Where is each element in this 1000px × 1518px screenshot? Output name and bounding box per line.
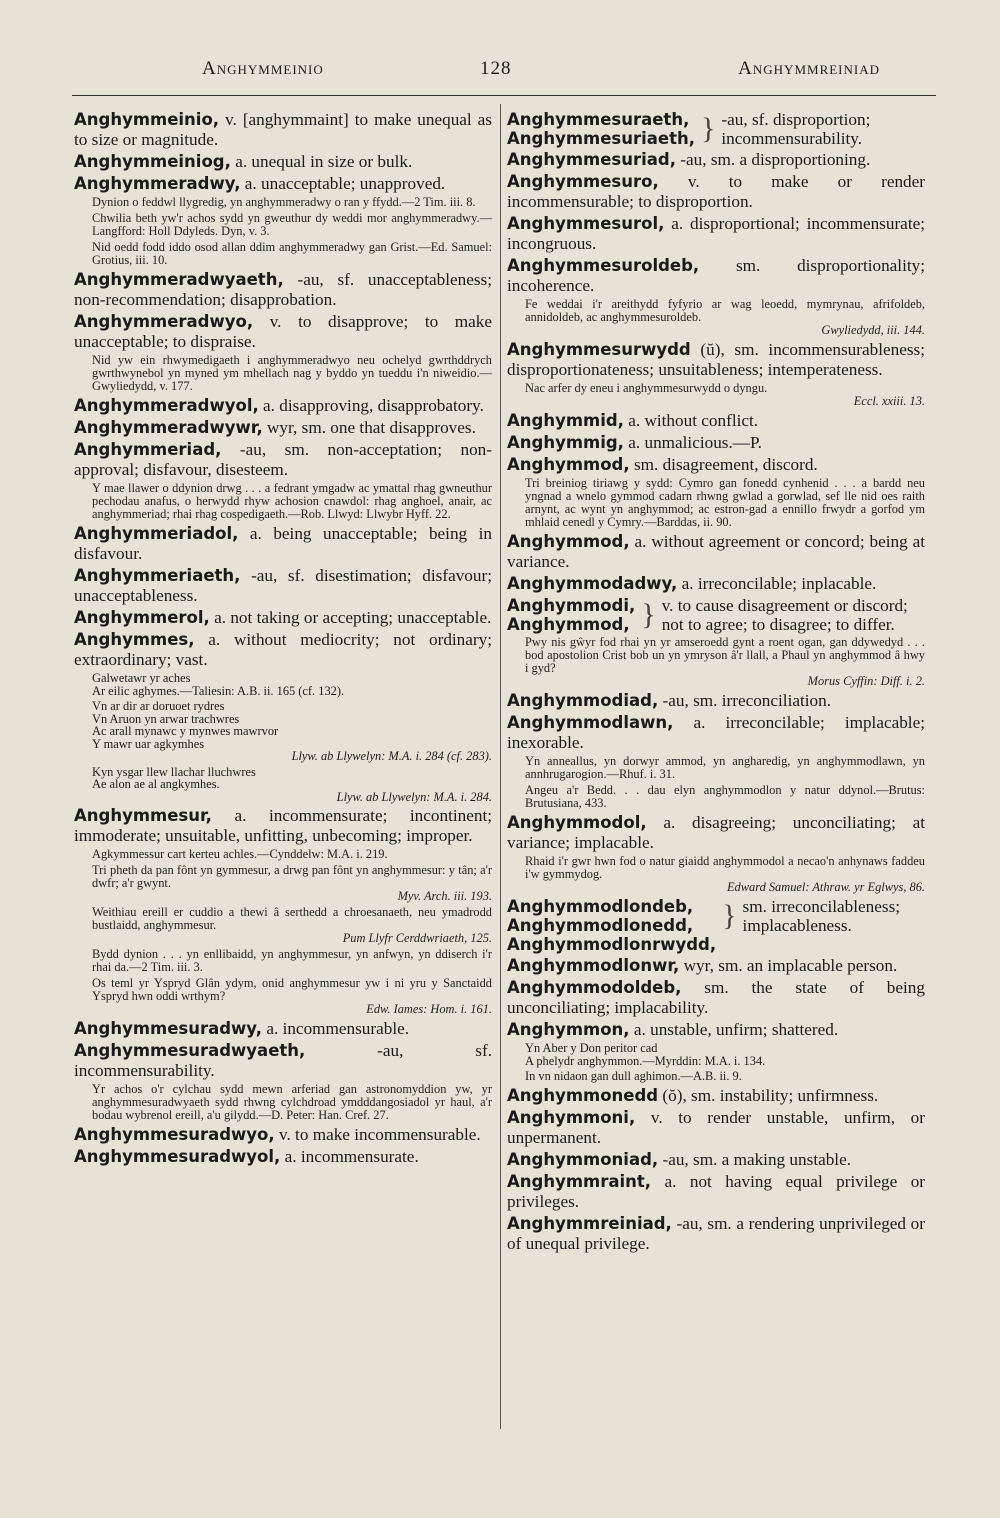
citation-verse <box>507 1070 925 1083</box>
headword: Anghymmod, <box>507 532 630 551</box>
definition: -au, sm. a disproportioning. <box>680 150 871 169</box>
definition: a. not taking or accepting; unacceptable. <box>214 608 492 627</box>
definition: (ŏ), sm. instability; unfirmness. <box>662 1085 879 1105</box>
dictionary-entry <box>74 110 492 150</box>
citation-text: Agkymmessur cart kerteu achles.—Cynddelw: M.A. i. 219. <box>92 847 388 861</box>
definition: -au, sm. irreconciliation. <box>662 691 832 710</box>
dictionary-entry <box>74 396 492 416</box>
dictionary-entry <box>507 1086 925 1106</box>
definition: a. incommensurate. <box>284 1147 419 1166</box>
running-head-left: Anghymmeinio <box>202 58 324 79</box>
definition: wyr, sm. one that disapproves. <box>267 418 476 437</box>
headword: Anghymmeradwyo, <box>74 312 254 331</box>
headword-group <box>507 596 635 634</box>
dictionary-entry <box>74 152 492 172</box>
verse-line: Yn Aber y Don peritor cad <box>525 1041 658 1055</box>
dictionary-entry <box>507 1172 925 1212</box>
dictionary-entry <box>507 150 925 170</box>
dictionary-entry <box>74 270 492 310</box>
citation-quote <box>74 196 492 209</box>
citation-text: Y mae llawer o ddynion drwg . . . a fedrant ymgadw ac ymattal rhag gwneuthur pechodau anafus, o herwydd rhyw achosion cnawdol: rhag anghoel, anair, ac anghymmeriad; rhai rhag cospedigaeth.—Rob. Llwyd: Llwybr Hyff. 22. <box>92 481 492 521</box>
headword: Anghymmesuradwyol, <box>74 1147 281 1166</box>
citation-verse <box>74 700 492 763</box>
headword: Anghymmodlonedd, <box>507 916 694 935</box>
definition: v. to disapprove; to make unacceptable; to dispraise. <box>74 312 493 351</box>
headword: Anghymmodoldeb, <box>507 978 682 997</box>
header-rule <box>72 95 936 96</box>
definition: a. irreconcilable; inplacable. <box>681 574 877 593</box>
citation-quote <box>74 864 492 903</box>
verse-line: Y mawr uar agkymhes <box>92 736 205 751</box>
headword: Anghymmid, <box>507 411 624 430</box>
dictionary-entry <box>507 813 925 853</box>
dictionary-entry <box>507 411 925 431</box>
verse-line: Ae alon ae al angkymhes. <box>92 777 220 791</box>
dictionary-entry <box>74 608 492 628</box>
citation-verse <box>74 766 492 804</box>
dictionary-entry <box>74 524 492 564</box>
headword: Anghymmreiniad, <box>507 1213 672 1233</box>
headword: Anghymmesuradwyaeth, <box>74 1041 306 1060</box>
citation-text: Fe weddai i'r areithydd fyfyrio ar wag leoedd, mymrynau, afrifoldeb, annidoldeb, ac anghymmesuroldeb. <box>525 297 925 324</box>
citation-source: Gwyliedydd, iii. 144. <box>821 323 925 337</box>
headword: Anghymmod, <box>507 455 630 474</box>
running-head <box>80 58 930 86</box>
dictionary-entry <box>507 691 925 711</box>
headword: Anghymmig, <box>507 433 624 452</box>
headword: Anghymmod, <box>507 615 630 634</box>
citation-text: Weithiau ereill er cuddio a thewi â serthedd a chroesanaeth, neu ymadrodd bustlaidd, anghymmesur. <box>92 905 492 932</box>
headword: Anghymmesur, <box>74 806 212 825</box>
headword: Anghymmerol, <box>74 608 210 627</box>
dictionary-entry <box>507 455 925 475</box>
citation-quote <box>74 241 492 267</box>
definition: a. disapproving, disapprobatory. <box>263 396 484 415</box>
brace-icon: } <box>722 899 737 932</box>
citation-quote <box>74 948 492 974</box>
citation-source: Edw. Iames: Hom. i. 161. <box>366 1002 492 1016</box>
definition: a. being unacceptable; being in disfavour. <box>74 524 493 563</box>
citation-verse <box>507 1042 925 1067</box>
definition: -au, sm. non-acceptation; non-approval; disfavour, disesteem. <box>74 440 492 479</box>
definition: -au, sf. disproportion; incommensurability. <box>721 110 871 148</box>
citation-source: Eccl. xxiii. 13. <box>853 394 925 408</box>
headword: Anghymmeriaeth, <box>74 566 241 585</box>
dictionary-entry <box>74 630 492 670</box>
headword: Anghymmeriadol, <box>74 524 239 543</box>
left-column <box>74 110 492 1169</box>
headword: Anghymmesuriad, <box>507 150 676 169</box>
brace-icon: } <box>701 112 716 145</box>
definition: a. incommensurate; incontinent; immoderate; unsuitable, unfitting, unbecoming; improper. <box>74 806 492 845</box>
citation-source: Morus Cyffin: Diff. i. 2. <box>807 674 925 688</box>
headword: Anghymmesuradwy, <box>74 1019 263 1038</box>
definition: a. irreconcilable; implacable; inexorable. <box>507 713 925 752</box>
definition: v. to render unstable, unfirm, or unpermanent. <box>507 1107 925 1147</box>
dictionary-entry <box>507 433 925 453</box>
dictionary-entry <box>74 1125 492 1145</box>
citation-text: Nid yw ein rhwymedigaeth i anghymmeradwyo neu ochelyd gwrthddrych gwrthwynebol yn myned ym mhellach nag y byddo yn tueddu i'n niweidio.—Gwyliedydd, v. 177. <box>92 353 492 393</box>
definition: v. to make incommensurable. <box>278 1125 481 1144</box>
headword: Anghymmon, <box>507 1020 630 1039</box>
definition: a. incommensurable. <box>266 1019 410 1038</box>
dictionary-entry <box>507 713 925 753</box>
headword: Anghymmes, <box>74 630 195 649</box>
headword: Anghymmesuradwyo, <box>74 1125 275 1144</box>
verse-line: Vn ar dir ar doruoet rydres <box>92 699 225 713</box>
dictionary-entry <box>74 806 492 846</box>
citation-quote <box>507 636 925 688</box>
citation-quote <box>74 212 492 238</box>
headword: Anghymmodlonwr, <box>507 956 680 975</box>
bracketed-entry <box>507 110 925 148</box>
dictionary-entry <box>74 1019 492 1039</box>
definition: -au, sf. incommensurability. <box>74 1041 492 1080</box>
bracketed-entry <box>507 596 925 634</box>
headword: Anghymmeinio, <box>74 110 220 129</box>
citation-text: Dynion o feddwl llygredig, yn anghymmeradwy o ran y ffydd.—2 Tim. iii. 8. <box>92 195 476 209</box>
headword: Anghymmoniad, <box>507 1149 659 1169</box>
citation-text: Tri pheth da pan fônt yn gymmesur, a drwg pan fônt yn anghymmesur: y tân; a'r dwfr; a'r gwynt. <box>92 863 492 890</box>
dictionary-entry <box>74 1147 492 1167</box>
definition: (ŭ), sm. incommensurableness; disproportionateness; unsuitableness; intemperateness. <box>507 340 925 379</box>
headword: Anghymmonedd <box>507 1085 659 1105</box>
headword: Anghymmeriad, <box>74 440 222 459</box>
citation-quote <box>74 977 492 1016</box>
definition: a. unequal in size or bulk. <box>235 152 413 171</box>
headword: Anghymmesuraeth, <box>507 110 690 129</box>
definition: v. [anghymmaint] to make unequal as to size or magnitude. <box>74 110 492 149</box>
definition: a. unmalicious.—P. <box>628 433 762 452</box>
definition: -au, sf. disestimation; disfavour; unacceptableness. <box>74 566 492 605</box>
verse-line: Kyn ysgar llew llachar lluchwres <box>92 764 256 779</box>
right-column <box>507 110 925 1256</box>
dictionary-entry <box>74 440 492 480</box>
headword: Anghymmodadwy, <box>507 574 678 593</box>
citation-text: Nid oedd fodd iddo osod allan ddim anghymmeradwy gan Grist.—Ed. Samuel: Grotius, iii. 10. <box>92 240 492 267</box>
citation-source: Pum Llyfr Cerddwriaeth, 125. <box>342 931 492 945</box>
headword: Anghymmodlondeb, <box>507 897 694 916</box>
definition: a. disproportional; incommensurate; incongruous. <box>507 214 925 253</box>
citation-quote <box>507 477 925 529</box>
citation-text: Chwilia beth yw'r achos sydd yn gweuthur dy weddi mor anghymmeradwy.—Langfford: Holl Ddyleds. Dyn, v. 3. <box>92 211 492 238</box>
dictionary-entry <box>74 174 492 194</box>
citation-verse <box>74 672 492 697</box>
dictionary-entry <box>507 1150 925 1170</box>
headword: Anghymmodol, <box>507 813 647 832</box>
definition: v. to make or render incommensurable; to disproportion. <box>507 172 925 211</box>
headword: Anghymmoni, <box>507 1107 636 1127</box>
citation-quote <box>74 848 492 861</box>
dictionary-entry <box>507 574 925 594</box>
headword: Anghymmeiniog, <box>74 152 231 171</box>
headword: Anghymmeradwyaeth, <box>74 270 284 289</box>
dictionary-entry <box>507 1214 925 1254</box>
definition: a. without mediocrity; not ordinary; extraordinary; vast. <box>74 630 492 669</box>
headword: Anghymmodlonrwydd, <box>507 935 717 954</box>
citation-text: Yr achos o'r cylchau sydd mewn arferiad gan astronomyddion yw, yr anghymmesuradwyaeth sydd rhwng cylchdroad ymdddangosiadol yr haul, a'r bodau wybrenol ereill, a'u gilydd.—D. Peter: Han. Cref. 27. <box>92 1082 492 1122</box>
citation-quote <box>74 354 492 393</box>
citation-text: Tri breiniog tiriawg y sydd: Cymro gan fonedd cynhenid . . . a bardd neu yngnad a wnelo gymmod cadarn rhwng gwlad a gorwlad, sef lle nid oes raith arnynt, ac wynt yn anghymmod; ac estron-gad a ennillo frwydr a gorfod ym mhlaid cenedl y Cymry.—Barddas, ii. 90. <box>525 476 925 529</box>
dictionary-entry <box>74 418 492 438</box>
headword: Anghymmesuroldeb, <box>507 256 700 275</box>
definition: v. to cause disagreement or discord; not to agree; to disagree; to differ. <box>661 596 908 634</box>
definition: wyr, sm. an implacable person. <box>683 956 898 975</box>
definition: sm. irreconcilableness; implacableness. <box>742 897 901 935</box>
verse-line: Ac arall mynawc y mynwes mawrvor <box>92 724 279 738</box>
definition: sm. disagreement, discord. <box>633 455 818 474</box>
headword: Anghymmraint, <box>507 1171 652 1191</box>
column-divider <box>500 104 501 1429</box>
dictionary-entry <box>507 340 925 380</box>
definition: a. disagreeing; unconciliating; at variance; implacable. <box>507 813 925 852</box>
headword-group <box>507 110 695 148</box>
citation-quote <box>507 382 925 408</box>
headword: Anghymmodlawn, <box>507 713 674 732</box>
citation-quote <box>507 298 925 337</box>
dictionary-entry <box>507 1020 925 1040</box>
bracketed-entry <box>507 897 925 954</box>
citation-quote <box>74 906 492 945</box>
running-head-right: Anghymmreiniad <box>738 58 880 79</box>
verse-line: A phelydr anghymmon.—Myrddin: M.A. i. 134. <box>525 1053 766 1068</box>
headword: Anghymmesurol, <box>507 214 665 233</box>
dictionary-entry <box>74 1041 492 1081</box>
citation-source: Llyw. ab Llywelyn: M.A. i. 284. <box>336 789 492 804</box>
dictionary-entry <box>507 172 925 212</box>
citation-quote <box>74 482 492 521</box>
dictionary-entry <box>74 312 492 352</box>
citation-source: Llyw. ab Llywelyn: M.A. i. 284 (cf. 283). <box>291 749 492 763</box>
citation-source: Edward Samuel: Athraw. yr Eglwys, 86. <box>726 880 925 894</box>
dictionary-entry <box>507 1108 925 1148</box>
dictionary-entry <box>507 532 925 572</box>
definition: -au, sm. a making unstable. <box>662 1149 852 1169</box>
dictionary-entry <box>74 566 492 606</box>
definition: a. without agreement or concord; being at variance. <box>507 532 925 571</box>
headword: Anghymmesurwydd <box>507 340 691 359</box>
definition: -au, sm. a rendering unprivileged or of unequal privilege. <box>507 1213 925 1253</box>
headword: Anghymmeradwywr, <box>74 418 263 437</box>
definition: a. not having equal privilege or privileges. <box>507 1171 926 1211</box>
dictionary-entry <box>507 256 925 296</box>
verse-line: Vn Aruon yn arwar trachwres <box>92 711 240 726</box>
citation-text: Bydd dynion . . . yn enllibaidd, yn anghymmesur, yn anfwyn, yn ddiserch i'r rhai da.—2 Tim. iii. 3. <box>92 947 492 974</box>
dictionary-entry <box>507 214 925 254</box>
headword: Anghymmeradwy, <box>74 174 241 193</box>
citation-text: Pwy nis gŵyr fod rhai yn yr amseroedd gynt a roent ogan, gan ddywedyd . . . bod apostolion Crist bob un yn ymryson â'r llall, a Phaul yn anghymmod â hwy i gyd? <box>525 635 925 675</box>
page-number: 128 <box>480 58 512 79</box>
headword: Anghymmodi, <box>507 596 636 615</box>
definition: sm. disproportionality; incoherence. <box>507 256 926 295</box>
citation-quote <box>507 784 925 810</box>
citation-text: Yn anneallus, yn dorwyr ammod, yn angharedig, yn anghymmodlawn, yn annhrugarogion.—Rhuf. i. 31. <box>525 754 925 781</box>
brace-icon: } <box>641 598 656 631</box>
citation-text: Angeu a'r Bedd. . . dau elyn anghymmodlon y natur ddynol.—Brutus: Brutusiana, 433. <box>525 783 925 810</box>
definition: a. unstable, unfirm; shattered. <box>633 1020 839 1039</box>
dictionary-entry <box>507 978 925 1018</box>
citation-source: Myv. Arch. iii. 193. <box>397 889 492 903</box>
verse-line: Galwetawr yr aches <box>92 671 191 685</box>
verse-line: In vn nidaon gan dull aghimon.—A.B. ii. 9. <box>525 1069 742 1083</box>
definition: -au, sf. unacceptableness; non-recommendation; disapprobation. <box>74 270 492 309</box>
definition: a. without conflict. <box>628 411 759 430</box>
headword: Anghymmesuro, <box>507 172 659 191</box>
citation-quote <box>507 755 925 781</box>
citation-text: Os teml yr Yspryd Glân ydym, onid anghymmesur yw i ni yru y Sanctaidd Yspryd hwn oddi wrthym? <box>92 976 492 1003</box>
headword: Anghymmeradwyol, <box>74 396 259 415</box>
citation-quote <box>507 855 925 894</box>
headword: Anghymmodiad, <box>507 691 659 710</box>
headword-group <box>507 897 716 954</box>
definition: a. unacceptable; unapproved. <box>244 174 446 193</box>
headword: Anghymmesuriaeth, <box>507 129 695 148</box>
citation-text: Rhaid i'r gwr hwn fod o natur giaidd anghymmodol a necao'n anhynaws faddeu i'w gymmydog. <box>525 854 925 881</box>
definition: sm. the state of being unconciliating; implacability. <box>507 978 925 1017</box>
dictionary-entry <box>507 956 925 976</box>
citation-quote <box>74 1083 492 1122</box>
citation-text: Nac arfer dy eneu i anghymmesurwydd o dyngu. <box>525 381 768 395</box>
verse-line: Ar eilic aghymes.—Taliesin: A.B. ii. 165 (cf. 132). <box>92 683 345 698</box>
